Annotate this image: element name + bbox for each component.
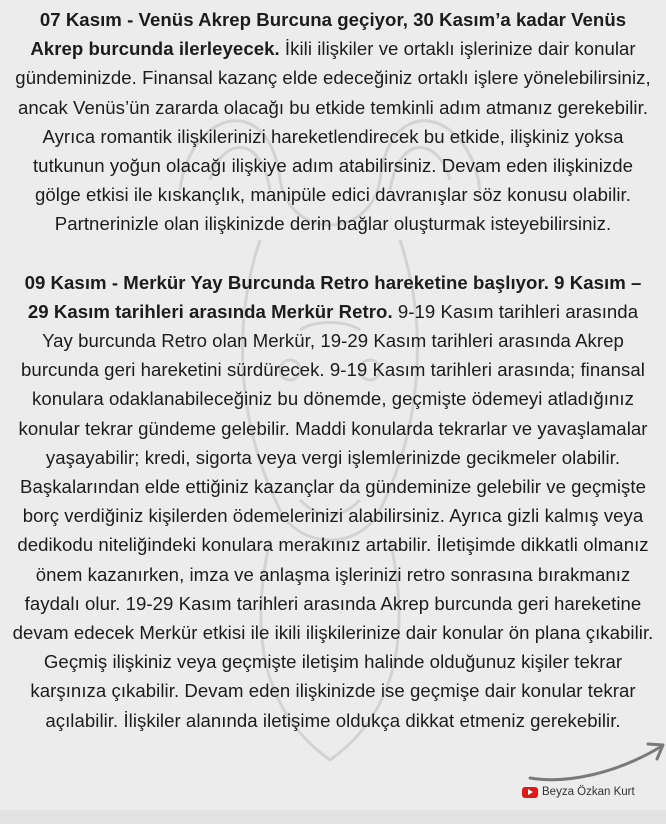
paragraph-mercury: [12, 268, 654, 735]
credit-badge[interactable]: [522, 786, 635, 798]
paragraph-heading: 07 Kasım - Venüs Akrep Burcuna geçiyor, 30 Kasım’a kadar Venüs Akrep burcunda ilerleyecek.: [30, 9, 627, 60]
paragraph-body: İkili ilişkiler ve ortaklı işlerinize dair konular gündeminizde. Finansal kazanç elde edeceğiniz ortaklı işlere yönelebilirsiniz, ancak Venüs’ün zararda olacağı bu etkide temkinli adım atmanız gerekebilir. Ayrıca romantik ilişkilerinizi hareketlendirecek bu etkide, ilişkiniz yoksa tutkunun yoğun olacağı ilişkiye adım atabilirsiniz. Devam eden ilişkinizde gölge etkisi ile kıskançlık, manipüle edici davranışlar söz konusu olabilir. Partnerinizle olan ilişkinizde derin bağlar oluşturmak isteyebilirsiniz.: [15, 38, 651, 235]
bottom-strip: [0, 810, 666, 824]
youtube-icon: [522, 787, 538, 798]
paragraph-body: 9-19 Kasım tarihleri arasında Yay burcunda Retro olan Merkür, 19-29 Kasım tarihleri arasında Akrep burcunda geri hareketini sürdürecek. 9-19 Kasım tarihleri arasında; finansal konulara odaklanabileceğiniz bu dönemde, geçmişte ödemeyi atladığınız konular tekrar gündeme gelebilir. Maddi konularda tekrarlar ve yavaşlamalar yaşayabilir; kredi, sigorta veya vergi işlemlerinizde gecikmeler olabilir. Başkalarından elde ettiğiniz kazançlar da gündeminize gelebilir ve geçmişte borç verdiğiniz kişilerden ödemelerinizi alabilirsiniz. Ayrıca gizli kalmış veya dedikodu niteliğindeki konulara merakınız artabilir. İletişimde dikkatli olmanız önem kazanırken, imza ve anlaşma işlerinizi retro sonrasına bırakmanız faydalı olur. 19-29 Kasım tarihleri arasında Akrep burcunda geri hareketine devam edecek Merkür etkisi ile ikili ilişkilerinize dair konular ön plana çıkabilir. Geçmiş ilişkiniz veya geçmişte iletişim halinde olduğunuz kişiler tekrar karşınıza çıkabilir. Devam eden ilişkinizde ise geçmişe dair konular tekrar açılabilir. İlişkiler alanında iletişime oldukça dikkat etmeniz gerekebilir.: [12, 300, 654, 731]
credit-name: Beyza Özkan Kurt: [542, 786, 635, 798]
paragraph-venus: [12, 5, 654, 239]
paragraph-heading: 09 Kasım - Merkür Yay Burcunda Retro hareketine başlıyor. 9 Kasım – 29 Kasım tarihleri arasında Merkür Retro.: [24, 271, 642, 322]
